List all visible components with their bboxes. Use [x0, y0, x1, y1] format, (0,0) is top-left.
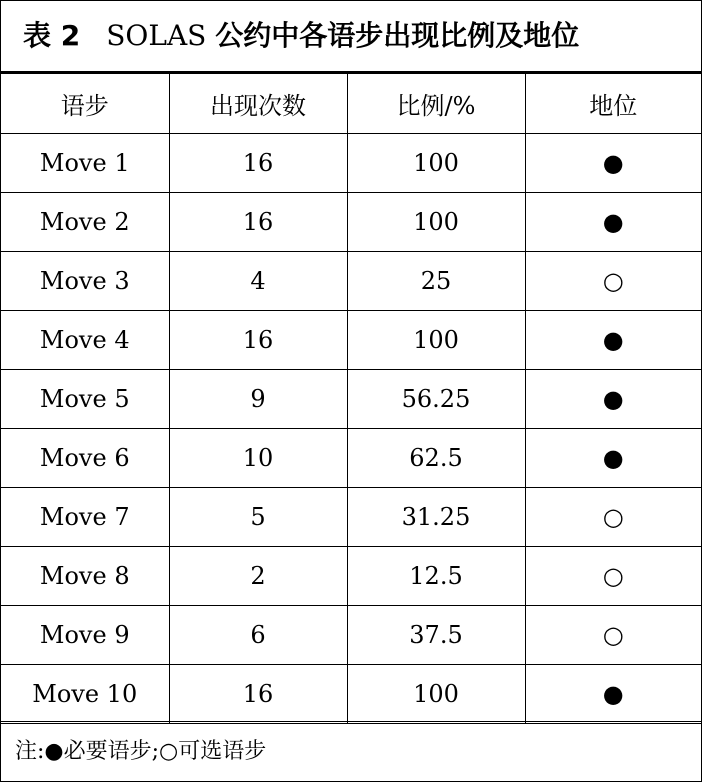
cell-count: 16 [169, 134, 347, 193]
cell-ratio: 100 [347, 311, 525, 370]
cell-status: ● [525, 134, 701, 193]
cell-ratio: 31.25 [347, 488, 525, 547]
cell-status: ○ [525, 547, 701, 606]
table-caption [1, 1, 701, 73]
note-prefix: 注: [15, 739, 45, 764]
cell-count: 16 [169, 193, 347, 252]
cell-status: ● [525, 193, 701, 252]
table-row [1, 547, 701, 606]
header-row [1, 74, 701, 134]
cell-count: 5 [169, 488, 347, 547]
table-note [1, 721, 701, 781]
cell-count: 10 [169, 429, 347, 488]
note-required: 必要语步; [63, 739, 160, 764]
table-row [1, 311, 701, 370]
cell-status: ● [525, 665, 701, 724]
cell-move: Move 2 [1, 193, 169, 252]
table-row [1, 252, 701, 311]
cell-count: 9 [169, 370, 347, 429]
cell-ratio: 100 [347, 193, 525, 252]
caption-cjk: 公约中各语步出现比例及地位 [215, 19, 580, 52]
table-row [1, 193, 701, 252]
header-ratio: 比例/% [347, 74, 525, 134]
table-row [1, 370, 701, 429]
cell-status: ○ [525, 606, 701, 665]
cell-move: Move 10 [1, 665, 169, 724]
cell-count: 2 [169, 547, 347, 606]
cell-status: ● [525, 370, 701, 429]
cell-ratio: 37.5 [347, 606, 525, 665]
cell-count: 16 [169, 311, 347, 370]
header-count: 出现次数 [169, 74, 347, 134]
cell-move: Move 3 [1, 252, 169, 311]
cell-move: Move 4 [1, 311, 169, 370]
header-status: 地位 [525, 74, 701, 134]
table-row [1, 665, 701, 724]
cell-ratio: 56.25 [347, 370, 525, 429]
cell-count: 16 [169, 665, 347, 724]
cell-status: ○ [525, 252, 701, 311]
cell-ratio: 100 [347, 665, 525, 724]
cell-status: ○ [525, 488, 701, 547]
caption-latin: SOLAS [106, 19, 207, 52]
table-row [1, 488, 701, 547]
cell-ratio: 100 [347, 134, 525, 193]
cell-status: ● [525, 311, 701, 370]
open-circle-icon: ○ [159, 739, 179, 764]
table-row [1, 429, 701, 488]
filled-circle-icon: ● [44, 739, 64, 764]
table-number: 表 2 [23, 19, 81, 52]
cell-status: ● [525, 429, 701, 488]
cell-move: Move 5 [1, 370, 169, 429]
note-optional: 可选语步 [178, 739, 267, 764]
cell-ratio: 62.5 [347, 429, 525, 488]
cell-move: Move 1 [1, 134, 169, 193]
header-move: 语步 [1, 74, 169, 134]
data-table [1, 73, 701, 724]
cell-ratio: 25 [347, 252, 525, 311]
cell-count: 4 [169, 252, 347, 311]
cell-count: 6 [169, 606, 347, 665]
cell-move: Move 8 [1, 547, 169, 606]
cell-move: Move 9 [1, 606, 169, 665]
table-row [1, 134, 701, 193]
cell-move: Move 7 [1, 488, 169, 547]
table-row [1, 606, 701, 665]
cell-move: Move 6 [1, 429, 169, 488]
cell-ratio: 12.5 [347, 547, 525, 606]
